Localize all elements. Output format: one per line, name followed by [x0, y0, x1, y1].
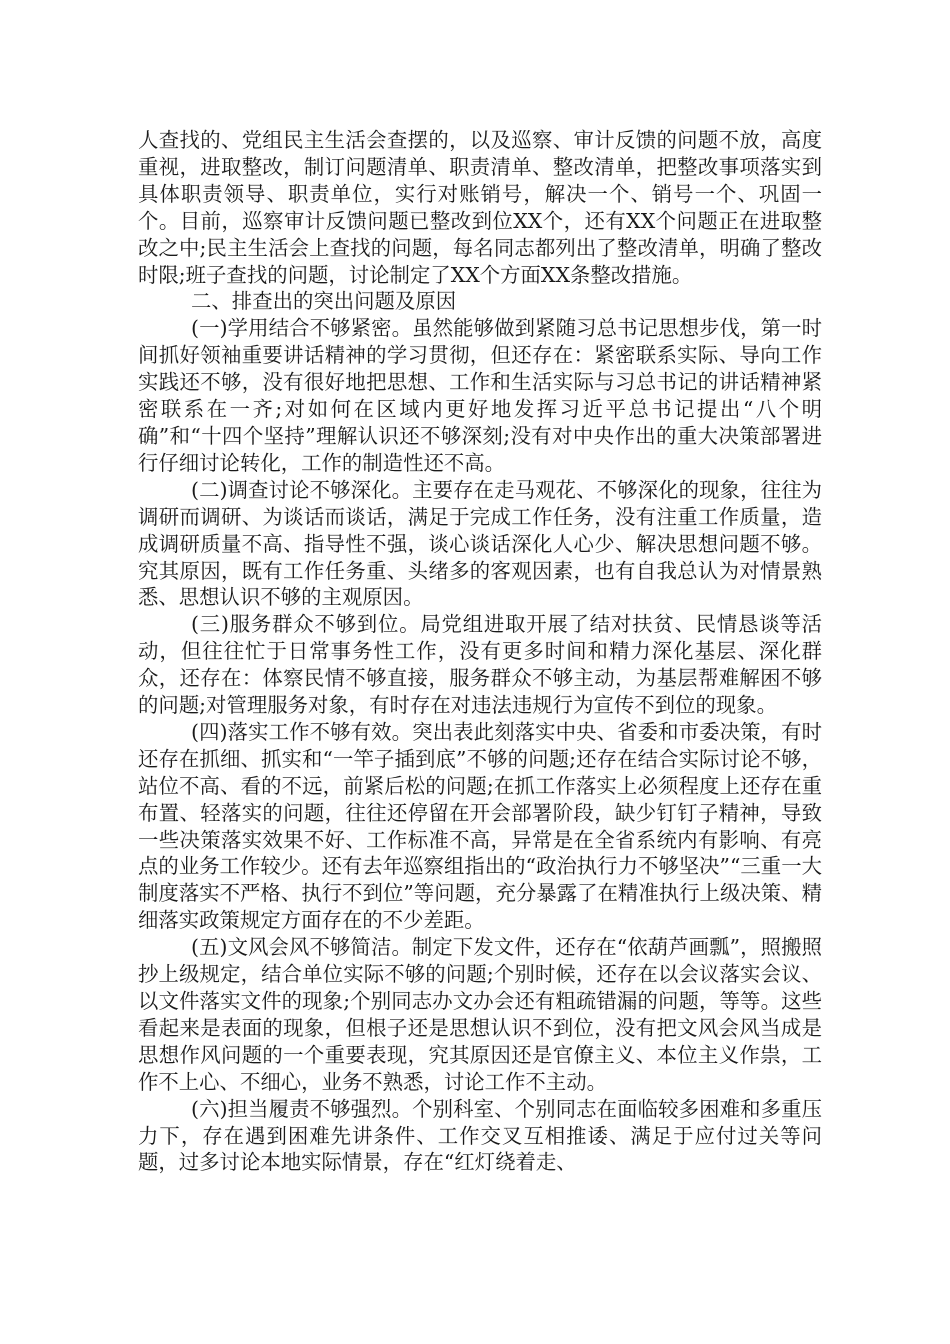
paragraph-study-application: (一)学用结合不够紧密。虽然能够做到紧随习总书记思想步伐，第一时间抓好领袖重要讲话精神的学习贯彻，但还存在：紧密联系实际、导向工作实践还不够，没有很好地把思想、工作和生活实际与习总书记的讲话精神紧密联系在一齐;对如何在区域内更好地发挥习近平总书记提出“八个明确”和“十四个坚持”理解认识还不够深刻;没有对中央作出的重大决策部署进行仔细讨论转化，工作的制造性还不高。	[138, 316, 822, 475]
paragraph-work-implementation: (四)落实工作不够有效。突出表此刻落实中央、省委和市委决策，有时还存在抓细、抓实和“一竿子插到底”不够的问题;还存在结合实际讨论不够，站位不高、看的不远，前紧后松的问题;在抓工作落实上必须程度上还存在重布置、轻落实的问题，往往还停留在开会部署阶段，缺少钉钉子精神，导致一些决策落实效果不好、工作标准不高，异常是在全省系统内有影响、有亮点的业务工作较少。还有去年巡察组指出的“政治执行力不够坚决”“三重一大制度落实不严格、执行不到位”等问题，充分暴露了在精准执行上级决策、精细落实政策规定方面存在的不少差距。	[138, 719, 822, 933]
paragraph-writing-meeting-style: (五)文风会风不够简洁。制定下发文件，还存在“依葫芦画瓢”，照搬照抄上级规定，结合单位实际不够的问题;个别时候，还存在以会议落实会议、以文件落实文件的现象;个别同志办文办会还有粗疏错漏的问题，等等。这些看起来是表面的现象，但根子还是思想认识不到位，没有把文风会风当成是思想作风问题的一个重要表现，究其原因还是官僚主义、本位主义作祟，工作不上心、不细心，业务不熟悉，讨论工作不主动。	[138, 935, 822, 1094]
paragraph-investigation-research: (二)调查讨论不够深化。主要存在走马观花、不够深化的现象，往往为调研而调研、为谈话而谈话，满足于完成工作任务，没有注重工作质量，造成调研质量不高、指导性不强，谈心谈话深化人心少、解决思想问题不够。究其原因，既有工作任务重、头绪多的客观因素，也有自我总认为对情景熟悉、思想认识不够的主观原因。	[138, 477, 822, 610]
paragraph-responsibility: (六)担当履责不够强烈。个别科室、个别同志在面临较多困难和多重压力下，存在遇到困难先讲条件、工作交叉互相推诿、满足于应付过关等问题，过多讨论本地实际情景，存在“红灯绕着走、	[138, 1096, 822, 1175]
section-heading-problems-and-causes: 二、排查出的突出问题及原因	[191, 289, 457, 314]
paragraph-serving-masses: (三)服务群众不够到位。局党组进取开展了结对扶贫、民情恳谈等活动，但往往忙于日常事务性工作，没有更多时间和精力深化基层、深化群众，还存在：体察民情不够直接，服务群众不够主动，为基层帮难解困不够的问题;对管理服务对象，有时存在对违法违规行为宣传不到位的现象。	[138, 612, 822, 718]
paragraph-continued-rectification: 人查找的、党组民主生活会查摆的，以及巡察、审计反馈的问题不放，高度重视，进取整改，制订问题清单、职责清单、整改清单，把整改事项落实到具体职责领导、职责单位，实行对账销号，解决一个、销号一个、巩固一个。目前，巡察审计反馈问题已整改到位XX个，还有XX个问题正在进取整改之中;民主生活会上查找的问题，每名同志都列出了整改清单，明确了整改时限;班子查找的问题，讨论制定了XX个方面XX条整改措施。	[138, 128, 822, 287]
document-body	[138, 127, 822, 1176]
